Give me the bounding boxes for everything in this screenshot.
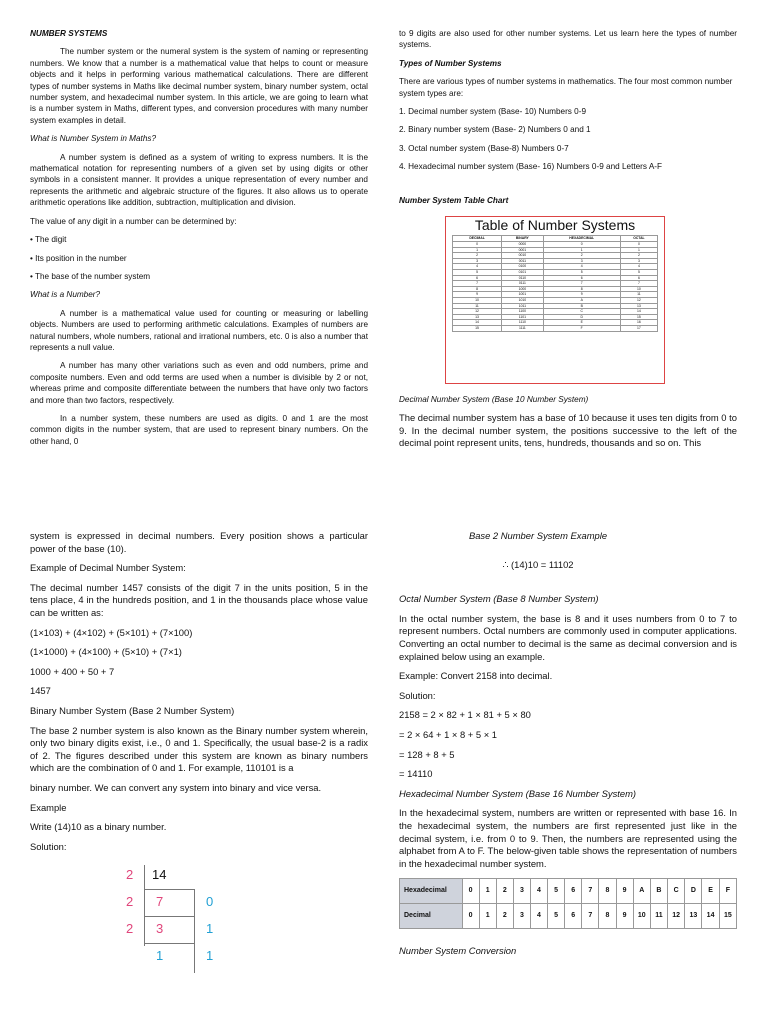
paragraph: Solution: — [399, 689, 436, 701]
table-cell: 6 — [543, 275, 620, 281]
table-cell: 0010 — [502, 253, 543, 259]
divisor: 2 — [126, 894, 134, 910]
paragraph: The base 2 number system is also known as the Binary number system wherein, only two binary digits exist, i.e., 0 and 1. Specifically, the usual base-2 is a radix of 2. The figures described under this system are known as binary numbers which are the combination of 0 and 1. For example, 110101 is a — [30, 724, 368, 774]
table-cell: 11 — [453, 303, 502, 309]
paragraph: Example: Convert 2158 into decimal. — [399, 670, 553, 682]
decimal-cell: 12 — [668, 904, 685, 929]
section-heading: Hexadecimal Number System (Base 16 Number System) — [399, 787, 637, 799]
table-cell: 1110 — [502, 320, 543, 326]
table-cell: 17 — [620, 325, 657, 331]
section-heading: Binary Number System (Base 2 Number System) — [30, 704, 235, 716]
table-cell: 8 — [453, 286, 502, 292]
equation-line: (1×1000) + (4×100) + (5×10) + (7×1) — [30, 646, 182, 658]
decimal-row-label: Decimal — [400, 904, 463, 929]
paragraph: There are various types of number systems in mathematics. The four most common number system types are: — [399, 77, 733, 98]
hex-cell: D — [685, 879, 702, 904]
remainder: 1 — [206, 948, 214, 964]
hex-cell: 6 — [565, 879, 582, 904]
table-cell: 14 — [620, 309, 657, 315]
section-heading: Types of Number Systems — [399, 58, 502, 68]
paragraph: Example of Decimal Number System: — [30, 562, 186, 574]
table-cell: 10 — [620, 286, 657, 292]
hex-cell: 4 — [530, 879, 547, 904]
table-cell: 0011 — [502, 258, 543, 264]
table-header-cell: BINARY — [502, 236, 543, 242]
decimal-cell: 13 — [685, 904, 702, 929]
hexadecimal-table — [399, 878, 737, 929]
decimal-cell: 4 — [530, 904, 547, 929]
list-item: 3. Octal number system (Base-8) Numbers 0-7 — [399, 143, 569, 153]
table-cell: 9 — [453, 292, 502, 298]
table-cell: 3 — [453, 258, 502, 264]
table-cell: C — [543, 309, 620, 315]
table-cell: 11 — [620, 292, 657, 298]
figure-caption: Base 2 Number System Example — [468, 530, 608, 541]
paragraph: system is expressed in decimal numbers. Every position shows a particular power of the base (10). — [30, 530, 368, 554]
table-cell: 8 — [543, 286, 620, 292]
equation-line: = 14110 — [399, 768, 433, 780]
decimal-cell: 8 — [599, 904, 616, 929]
table-cell: 0110 — [502, 275, 543, 281]
table-cell: B — [543, 303, 620, 309]
table-cell: 1 — [453, 247, 502, 253]
hex-cell: 0 — [462, 879, 479, 904]
remainder: 1 — [206, 921, 214, 937]
table-cell: 4 — [453, 264, 502, 270]
table-cell: A — [543, 298, 620, 304]
top-left-column — [30, 28, 368, 454]
hex-cell: 5 — [548, 879, 565, 904]
section-question: What is a Number? — [30, 290, 101, 300]
hex-cell: E — [702, 879, 719, 904]
decimal-cell: 9 — [616, 904, 633, 929]
hex-row-label: Hexadecimal — [400, 879, 463, 904]
table-cell: 12 — [453, 309, 502, 315]
decimal-cell: 6 — [565, 904, 582, 929]
table-cell: 0000 — [502, 242, 543, 248]
hex-cell: 3 — [513, 879, 530, 904]
decimal-cell: 15 — [719, 904, 736, 929]
division-bar — [194, 889, 195, 973]
number-systems-table — [452, 235, 658, 331]
table-cell: 0 — [543, 242, 620, 248]
quotient: 7 — [156, 894, 164, 910]
table-cell: 3 — [620, 258, 657, 264]
bottom-left-column — [30, 530, 368, 973]
section-heading: Number System Table Chart — [399, 195, 509, 205]
hex-cell: 2 — [496, 879, 513, 904]
table-cell: 0101 — [502, 270, 543, 276]
decimal-cell: 2 — [496, 904, 513, 929]
table-cell: 2 — [543, 253, 620, 259]
table-cell: 0 — [453, 242, 502, 248]
table-cell: F — [543, 325, 620, 331]
equation-line: (1×103) + (4×102) + (5×101) + (7×100) — [30, 626, 193, 638]
table-cell: 1 — [620, 247, 657, 253]
paragraph: In the hexadecimal system, numbers are written or represented with base 16. In the hexadecimal system, the numbers are first represented just like in the decimal system, i.e. from 0 to 9. Then, the numbers are represented using the alphabet from A to F. The below-given table shows the representation of numbers in the hexadecimal number system. — [399, 807, 737, 869]
paragraph: In the octal number system, the base is 8 and it uses numbers from 0 to 7 to represent numbers. Octal numbers are commonly used in computer applications. Converting an octal number to decimal is the same as decimal conversion and is explained below using an example. — [399, 612, 737, 662]
section-heading: Octal Number System (Base 8 Number System) — [399, 593, 599, 605]
decimal-cell: 3 — [513, 904, 530, 929]
table-cell: 13 — [620, 303, 657, 309]
quotient: 1 — [156, 948, 164, 964]
table-cell: 7 — [620, 281, 657, 287]
paragraph: to 9 digits are also used for other number systems. Let us learn here the types of number systems. — [399, 29, 737, 50]
paragraph: A number has many other variations such as even and odd numbers, prime and composite numbers. Even and odd terms are used when a number is divisible by 2 or not, whereas prime and composite differentiate between the numbers that have only two factors and more than two factors, respectively. — [30, 361, 368, 405]
table-cell: 0001 — [502, 247, 543, 253]
hex-cell: 1 — [479, 879, 496, 904]
table-cell: 1011 — [502, 303, 543, 309]
section-heading: Number System Conversion — [399, 945, 517, 957]
equation-line: 1457 — [30, 685, 51, 697]
paragraph: Solution: — [30, 840, 67, 852]
decimal-cell: 7 — [582, 904, 599, 929]
table-cell: E — [543, 320, 620, 326]
division-bar — [144, 916, 194, 917]
division-bar — [144, 865, 145, 946]
table-cell: 0 — [620, 242, 657, 248]
paragraph: A number is a mathematical value used for counting or measuring or labelling objects. Numbers are used to performing arithmetic calculations. Examples of numbers are natural numbers, whole numbers, rational and irrational numbers, etc. 0 is also a number that represents a null value. — [30, 308, 368, 352]
table-cell: 16 — [620, 320, 657, 326]
table-header-cell: HEXADECIMAL — [543, 236, 620, 242]
table-header-cell: OCTAL — [620, 236, 657, 242]
table-cell: 14 — [453, 320, 502, 326]
equation-line: 2158 = 2 × 82 + 1 × 81 + 5 × 80 — [399, 709, 531, 721]
decimal-cell: 14 — [702, 904, 719, 929]
decimal-cell: 1 — [479, 904, 496, 929]
paragraph: binary number. We can convert any system into binary and vice versa. — [30, 781, 322, 793]
section-heading: Decimal Number System (Base 10 Number System) — [399, 395, 589, 405]
table-cell: 1101 — [502, 314, 543, 320]
hex-cell: A — [633, 879, 650, 904]
table-cell: 6 — [453, 275, 502, 281]
table-cell: 1100 — [502, 309, 543, 315]
bullet-item: • Its position in the number — [30, 253, 127, 263]
table-cell: 13 — [453, 314, 502, 320]
list-item: 1. Decimal number system (Base- 10) Numbers 0-9 — [399, 107, 587, 117]
table-cell: 1 — [543, 247, 620, 253]
table-cell: 12 — [620, 298, 657, 304]
table-cell: 0111 — [502, 281, 543, 287]
table-cell: 4 — [543, 264, 620, 270]
divisor: 2 — [126, 867, 134, 883]
table-cell: 7 — [543, 281, 620, 287]
table-cell: D — [543, 314, 620, 320]
decimal-cell: 5 — [548, 904, 565, 929]
paragraph: A number system is defined as a system of writing to express numbers. It is the mathematical notation for representing numbers of a given set by using digits or other symbols in a consistent manner. It provides a unique representation of every number and represents the arithmetic and algebraic structure of the figures. It also allows us to operate arithmetic operations like addition, subtraction, multiplication and division. — [30, 152, 368, 208]
hex-cell: B — [650, 879, 667, 904]
table-cell: 5 — [453, 270, 502, 276]
table-cell: 10 — [453, 298, 502, 304]
hex-cell: C — [668, 879, 685, 904]
paragraph: Write (14)10 as a binary number. — [30, 821, 167, 833]
table-cell: 1000 — [502, 286, 543, 292]
table-cell: 15 — [453, 325, 502, 331]
top-right-column — [399, 28, 737, 457]
table-cell: 0100 — [502, 264, 543, 270]
decimal-cell: 11 — [650, 904, 667, 929]
result-line: ∴ (14)10 = 11102 — [502, 558, 574, 570]
table-cell: 4 — [620, 264, 657, 270]
page-heading: NUMBER SYSTEMS — [30, 29, 108, 38]
equation-line: 1000 + 400 + 50 + 7 — [30, 665, 115, 677]
table-row — [453, 325, 658, 331]
paragraph: The decimal number system has a base of 10 because it uses ten digits from 0 to 9. In the decimal number system, the positions successive to the left of the decimal point represent units, tens, hundreds, thousands and so on. This — [399, 412, 737, 449]
list-item: 2. Binary number system (Base- 2) Numbers 0 and 1 — [399, 125, 591, 135]
bullet-item: • The digit — [30, 235, 67, 245]
table-cell: 3 — [543, 258, 620, 264]
section-question: What is Number System in Maths? — [30, 134, 157, 144]
table-header-cell: DECIMAL — [453, 236, 502, 242]
list-item: 4. Hexadecimal number system (Base- 16) Numbers 0-9 and Letters A-F — [399, 162, 663, 172]
table-cell: 1010 — [502, 298, 543, 304]
table-cell: 5 — [620, 270, 657, 276]
hex-cell: 7 — [582, 879, 599, 904]
decimal-cell: 10 — [633, 904, 650, 929]
number-systems-table-image — [445, 216, 665, 384]
division-bar — [144, 943, 194, 944]
division-bar — [144, 889, 194, 890]
equation-line: = 128 + 8 + 5 — [399, 748, 455, 760]
table-cell: 1001 — [502, 292, 543, 298]
remainder: 0 — [206, 894, 214, 910]
table-cell: 9 — [543, 292, 620, 298]
table-cell: 7 — [453, 281, 502, 287]
paragraph: The decimal number 1457 consists of the digit 7 in the units position, 5 in the tens place, 4 in the hundreds position, and 1 in the thousands place whose value can be written as: — [30, 581, 368, 618]
table-cell: 2 — [620, 253, 657, 259]
table-image-title: Table of Number Systems — [474, 217, 636, 234]
table-cell: 6 — [620, 275, 657, 281]
table-cell: 5 — [543, 270, 620, 276]
paragraph: In a number system, these numbers are used as digits. 0 and 1 are the most common digits in the number system, that are used to represent binary numbers. On the other hand, 0 — [30, 413, 368, 446]
table-cell: 15 — [620, 314, 657, 320]
equation-line: = 2 × 64 + 1 × 8 + 5 × 1 — [399, 728, 497, 740]
hex-cell: 9 — [616, 879, 633, 904]
paragraph: Example — [30, 801, 67, 813]
bottom-right-column — [399, 530, 737, 965]
quotient: 3 — [156, 921, 164, 937]
hex-cell: F — [719, 879, 736, 904]
hex-cell: 8 — [599, 879, 616, 904]
paragraph: The number system or the numeral system is the system of naming or representing numbers. We know that a number is a mathematical value that helps to count or measure objects and it helps in performing various mathematical calculations. There are different types of number systems in Maths like decimal number system, binary number system, octal number system, and hexadecimal number system. In this article, we are going to learn what is a number system in Maths, different types, and conversion procedures with many number system examples in detail. — [30, 47, 368, 125]
table-cell: 1111 — [502, 325, 543, 331]
bullet-item: • The base of the number system — [30, 271, 151, 281]
table-cell: 2 — [453, 253, 502, 259]
dividend: 14 — [152, 867, 167, 883]
binary-division-diagram — [116, 865, 256, 973]
paragraph: The value of any digit in a number can be determined by: — [30, 216, 237, 226]
decimal-cell: 0 — [462, 904, 479, 929]
divisor: 2 — [126, 921, 134, 937]
